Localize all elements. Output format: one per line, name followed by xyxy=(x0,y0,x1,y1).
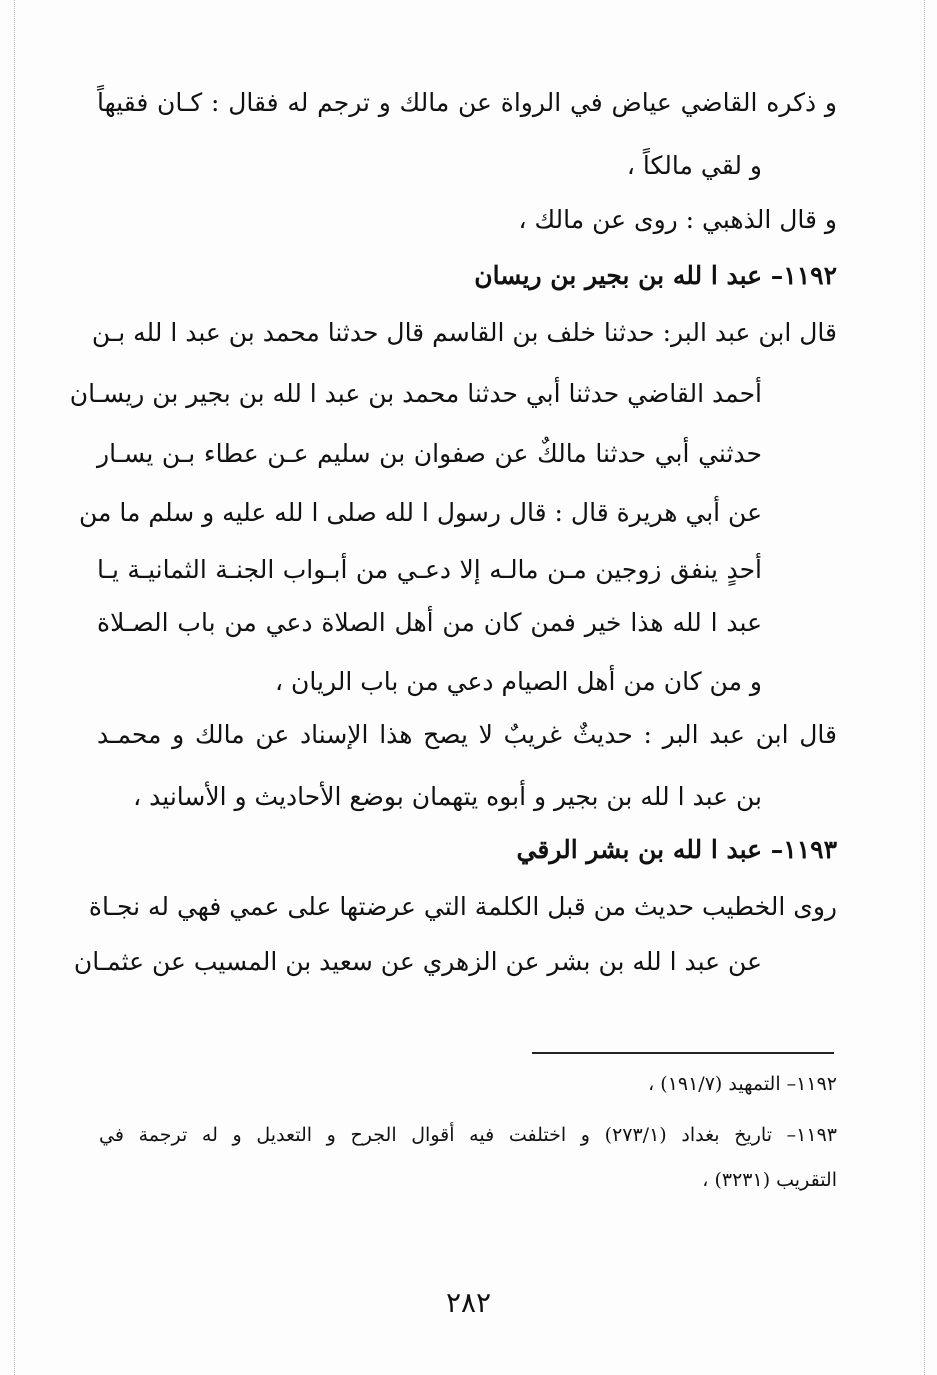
footnote: ١١٩٢– التمهيد (١٩١/٧) ، xyxy=(648,1073,837,1095)
footnote-separator xyxy=(532,1052,834,1054)
footnote: ١١٩٣– تاريخ بغداد (٢٧٣/١) و اختلفت فيه أقوال الجرح و التعديل و له ترجمة في xyxy=(99,1124,837,1146)
entry-heading: ١١٩٢– عبد ا لله بن بجير بن ريسان xyxy=(474,261,837,290)
scan-border-right xyxy=(924,0,925,1375)
entry-heading: ١١٩٣– عبد ا لله بن بشر الرقي xyxy=(516,835,837,864)
body-line: حدثني أبي حدثنا مالكٌ عن صفوان بن سليم عـن عطاء بـن يسـار xyxy=(97,439,762,468)
scan-border-left xyxy=(14,0,15,1375)
body-line: و لقي مالكاً ، xyxy=(626,151,762,180)
body-line: و من كان من أهل الصيام دعي من باب الريان ، xyxy=(275,667,762,696)
page-number: ٢٨٢ xyxy=(445,1286,492,1319)
body-line: قال ابن عبد البر : حديثٌ غريبٌ لا يصح هذا الإسناد عن مالك و محمـد xyxy=(97,720,837,749)
body-line: و ذكره القاضي عياض في الرواة عن مالك و ترجم له فقال : كـان فقيهاً xyxy=(97,88,837,117)
body-line: بن عبد ا لله بن بجير و أبوه يتهمان بوضع الأحاديث و الأسانيد ، xyxy=(133,782,762,811)
body-line: و قال الذهبي : روى عن مالك ، xyxy=(518,205,837,234)
body-line: قال ابن عبد البر: حدثنا خلف بن القاسم قال حدثنا محمد بن عبد ا لله بـن xyxy=(91,318,837,347)
body-line: أحدٍ ينفق زوجين مـن مالـه إلا دعـي من أبـواب الجنـة الثمانيـة يـا xyxy=(97,555,762,584)
body-line: عن أبي هريرة قال : قال رسول ا لله صلى ا لله عليه و سلم ما من xyxy=(79,498,762,527)
body-line: عبد ا لله هذا خير فمن كان من أهل الصلاة دعي من باب الصـلاة xyxy=(97,608,762,637)
body-line: أحمد القاضي حدثنا أبي حدثنا محمد بن عبد ا لله بن بجير بن ريسـان xyxy=(69,379,762,408)
body-line: روى الخطيب حديث من قبل الكلمة التي عرضتها على عمي فهي له نجـاة xyxy=(88,892,837,921)
body-line: عن عبد ا لله بن بشر عن الزهري عن سعيد بن المسيب عن عثمـان xyxy=(73,947,762,976)
footnote: التقريب (٣٢٣١) ، xyxy=(702,1169,837,1191)
